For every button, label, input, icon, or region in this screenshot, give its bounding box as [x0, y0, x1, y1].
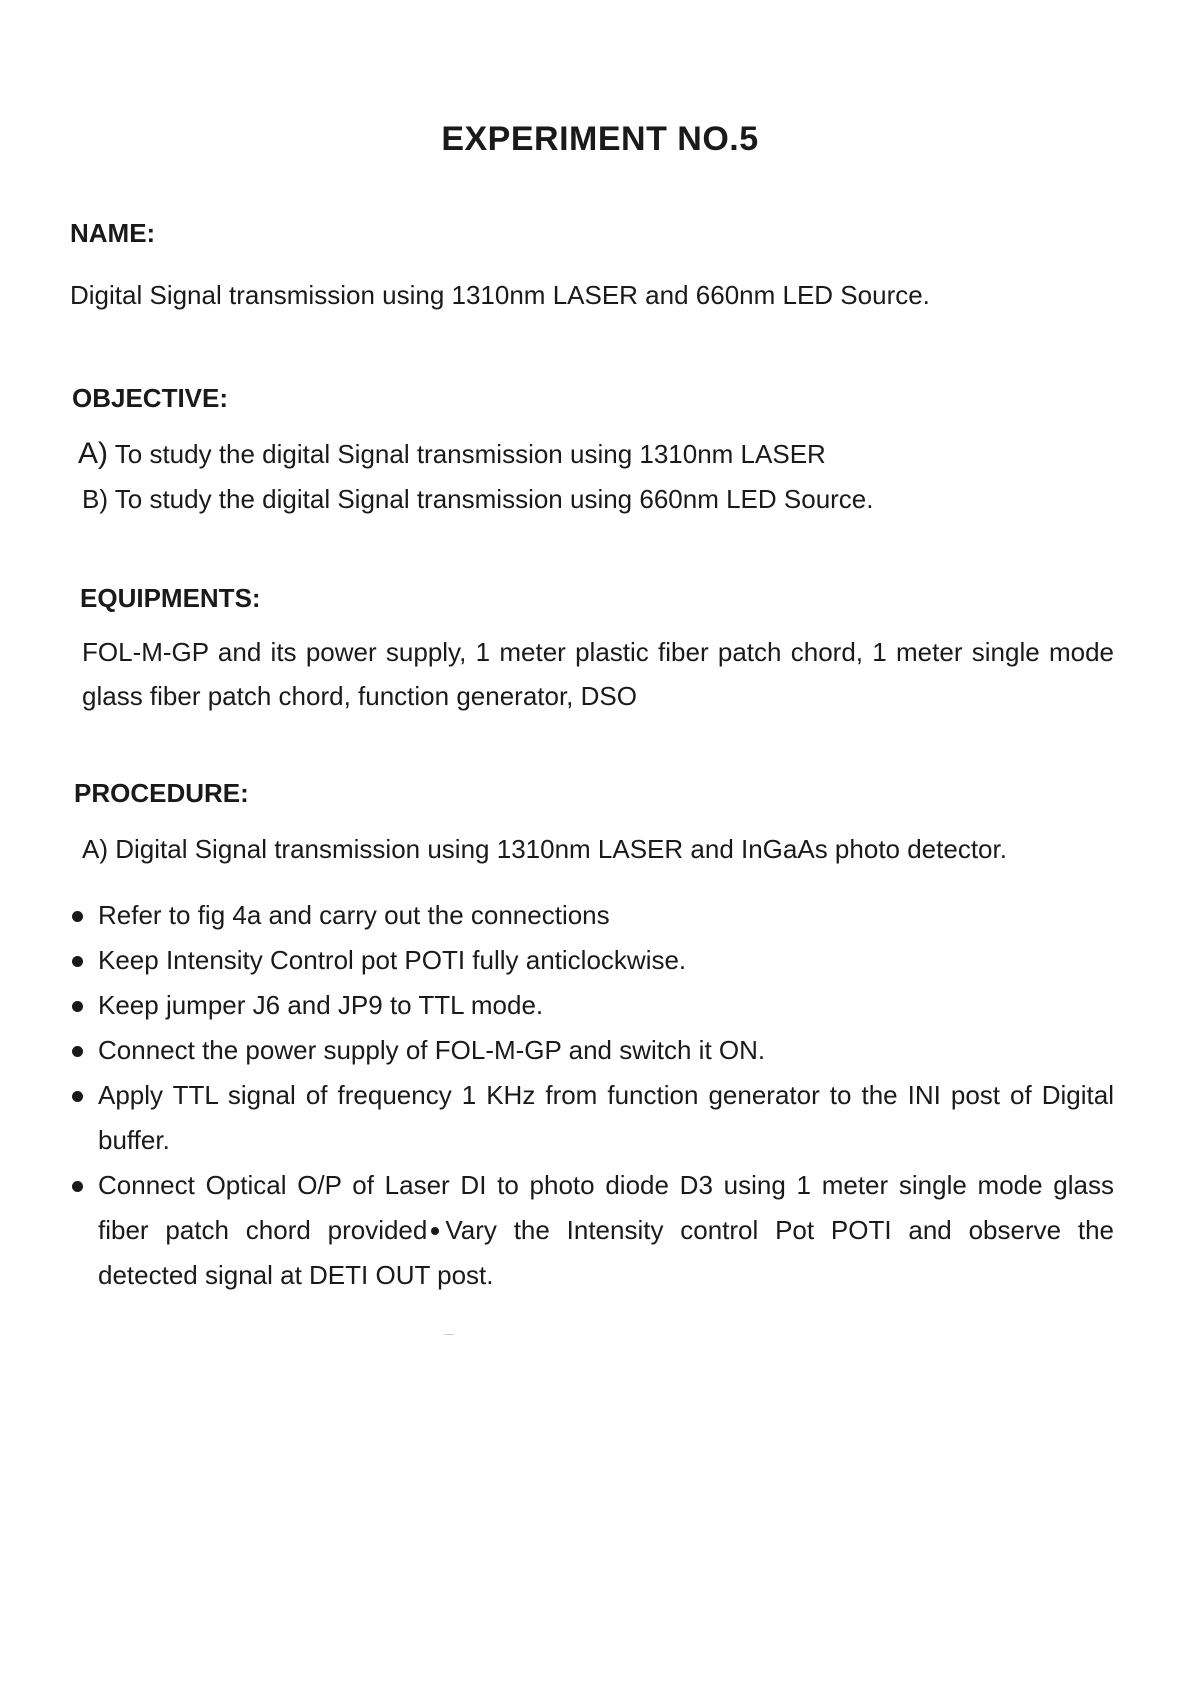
list-item	[68, 1028, 1114, 1073]
step-text: Connect the power supply of FOL-M-GP and switch it ON.	[98, 1035, 766, 1065]
list-item	[68, 893, 1114, 938]
list-item	[68, 983, 1114, 1028]
objective-a-letter: A)	[78, 437, 108, 470]
step-text: Vary the Intensity control Pot POTI and observe the detected signal at DETI OUT post.	[98, 1215, 1115, 1290]
name-text: Digital Signal transmission using 1310nm LASER and 660nm LED Source.	[70, 280, 930, 310]
procedure-heading: PROCEDURE:	[74, 778, 249, 808]
step-text: Refer to fig 4a and carry out the connections	[98, 900, 610, 930]
step-text: Connect Optical O/P of Laser DI to photo diode D3 using 1 meter single mode glass fiber patch chord provided	[98, 1170, 1114, 1245]
objective-b: B) To study the digital Signal transmission using 660nm LED Source.	[82, 484, 874, 514]
step-text: Keep Intensity Control pot POTI fully anticlockwise.	[98, 945, 687, 975]
procedure-steps	[68, 893, 1114, 1298]
scan-speck	[444, 1334, 454, 1335]
equipments-heading: EQUIPMENTS:	[80, 583, 261, 613]
page-title: EXPERIMENT NO.5	[441, 120, 759, 158]
bullet-icon	[72, 1001, 83, 1012]
name-heading: NAME:	[70, 218, 156, 248]
bullet-icon	[72, 1091, 83, 1102]
equipments-text: FOL-M-GP and its power supply, 1 meter plastic fiber patch chord, 1 meter single mode glass fiber patch chord, function generator, DSO	[82, 637, 1114, 711]
objective-a-text: To study the digital Signal transmission using 1310nm LASER	[114, 439, 826, 469]
step-text: Apply TTL signal of frequency 1 KHz from function generator to the INI post of Digital buffer.	[98, 1080, 1114, 1155]
bullet-icon	[72, 911, 83, 922]
objective-a	[78, 432, 826, 476]
list-item	[68, 938, 1114, 983]
list-item	[68, 1073, 1114, 1163]
inline-bullet-icon	[431, 1227, 439, 1235]
bullet-icon	[72, 1181, 83, 1192]
bullet-icon	[72, 1046, 83, 1057]
bullet-icon	[72, 956, 83, 967]
step-text: Keep jumper J6 and JP9 to TTL mode.	[98, 990, 544, 1020]
procedure-subheading: A) Digital Signal transmission using 1310nm LASER and InGaAs photo detector.	[82, 834, 1007, 864]
list-item	[68, 1163, 1114, 1298]
objective-heading: OBJECTIVE:	[72, 383, 229, 413]
